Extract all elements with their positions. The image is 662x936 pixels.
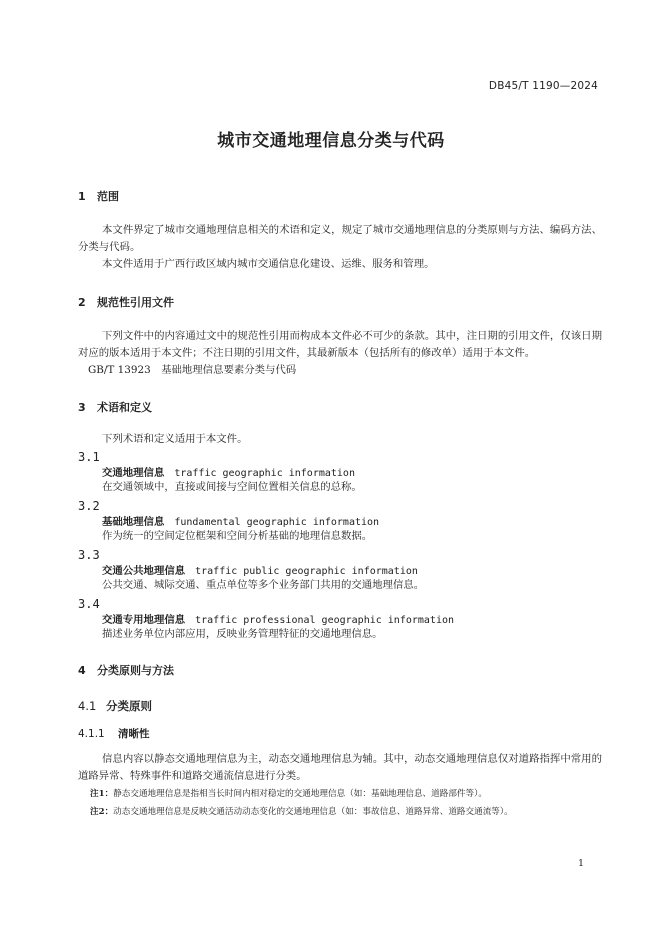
- term-name-zh: 交通专用地理信息: [102, 614, 186, 626]
- term-name: [78, 562, 602, 577]
- subsection-4-1-number: 4.1: [78, 699, 97, 713]
- term-entry: [78, 548, 602, 593]
- note-1-label: 注1：: [90, 789, 114, 799]
- section-3-intro: 下列术语和定义适用于本文件。: [102, 433, 248, 445]
- term-number: 3.2: [78, 499, 100, 513]
- document-title: 城市交通地理信息分类与代码: [217, 131, 445, 151]
- section-4-heading: [78, 662, 602, 678]
- section-1-number: 1: [78, 190, 86, 203]
- term-name-en: traffic professional geographic information: [195, 615, 455, 626]
- section-1-heading: [78, 188, 602, 204]
- section-2-heading: [78, 294, 602, 310]
- subsection-4-1-1-number: 4.1.1: [78, 728, 105, 740]
- document-body: [78, 188, 602, 819]
- term-name: [78, 464, 602, 479]
- section-2-number: 2: [78, 296, 86, 309]
- section-4-number: 4: [78, 664, 86, 677]
- term-name-en: traffic geographic information: [174, 468, 355, 479]
- section-4-title: 分类原则与方法: [97, 664, 174, 677]
- section-2-title: 规范性引用文件: [97, 296, 174, 309]
- term-number: 3.3: [78, 548, 100, 562]
- term-entry: [78, 499, 602, 544]
- term-definition: 描述业务单位内部应用，反映业务管理特征的交通地理信息。: [102, 628, 383, 640]
- normative-reference: GB/T 13923 基础地理信息要素分类与代码: [88, 364, 297, 376]
- term-entry: [78, 597, 602, 642]
- note-2-text: 动态交通地理信息是反映交通活动动态变化的交通地理信息（如：事故信息、道路异常、道路交通流等）。: [113, 807, 513, 817]
- term-name: [78, 611, 602, 626]
- term-definition: 作为统一的空间定位框架和空间分析基础的地理信息数据。: [102, 530, 373, 542]
- section-3-title: 术语和定义: [97, 401, 152, 414]
- section-4-para: 信息内容以静态交通地理信息为主，动态交通地理信息为辅。其中，动态交通地理信息仅对道路指挥中常用的道路异常、特殊事件和道路交通流信息进行分类。: [78, 753, 602, 782]
- note-1-text: 静态交通地理信息是指相当长时间内相对稳定的交通地理信息（如：基础地理信息、道路部件等）。: [113, 789, 487, 799]
- term-name-zh: 交通公共地理信息: [102, 565, 186, 577]
- term-number: 3.4: [78, 597, 100, 611]
- term-name-zh: 交通地理信息: [102, 467, 165, 479]
- term-name-en: fundamental geographic information: [174, 517, 380, 528]
- note-2-label: 注2：: [90, 807, 114, 817]
- term-number: 3.1: [78, 450, 100, 464]
- term-name-zh: 基础地理信息: [102, 516, 165, 528]
- term-name: [78, 513, 602, 528]
- page-number: 1: [577, 858, 584, 869]
- subsection-4-1-title: 分类原则: [106, 699, 152, 713]
- section-3-heading: [78, 399, 602, 415]
- subsection-4-1-1-heading: [78, 726, 602, 741]
- standard-code: DB45/T 1190—2024: [488, 80, 598, 92]
- note-1: [78, 787, 602, 801]
- term-name-en: traffic public geographic information: [195, 566, 418, 577]
- section-3-number: 3: [78, 401, 86, 414]
- term-definition: 公共交通、城际交通、重点单位等多个业务部门共用的交通地理信息。: [102, 579, 425, 591]
- section-1-para-2: 本文件适用于广西行政区域内城市交通信息化建设、运维、服务和管理。: [102, 258, 435, 270]
- subsection-4-1-1-title: 清晰性: [118, 728, 150, 740]
- section-1-title: 范围: [97, 190, 119, 203]
- section-2-para: 下列文件中的内容通过文中的规范性引用而构成本文件必不可少的条款。其中，注日期的引用文件，仅该日期对应的版本适用于本文件；不注日期的引用文件，其最新版本（包括所有的修改单）适用于本文件。: [78, 330, 602, 359]
- note-2: [78, 805, 602, 819]
- section-1-para-1: 本文件界定了城市交通地理信息相关的术语和定义，规定了城市交通地理信息的分类原则与方法、编码方法、分类与代码。: [78, 224, 602, 253]
- term-entry: [78, 450, 602, 495]
- subsection-4-1-heading: [78, 698, 602, 714]
- term-definition: 在交通领域中，直接或间接与空间位置相关信息的总称。: [102, 481, 362, 493]
